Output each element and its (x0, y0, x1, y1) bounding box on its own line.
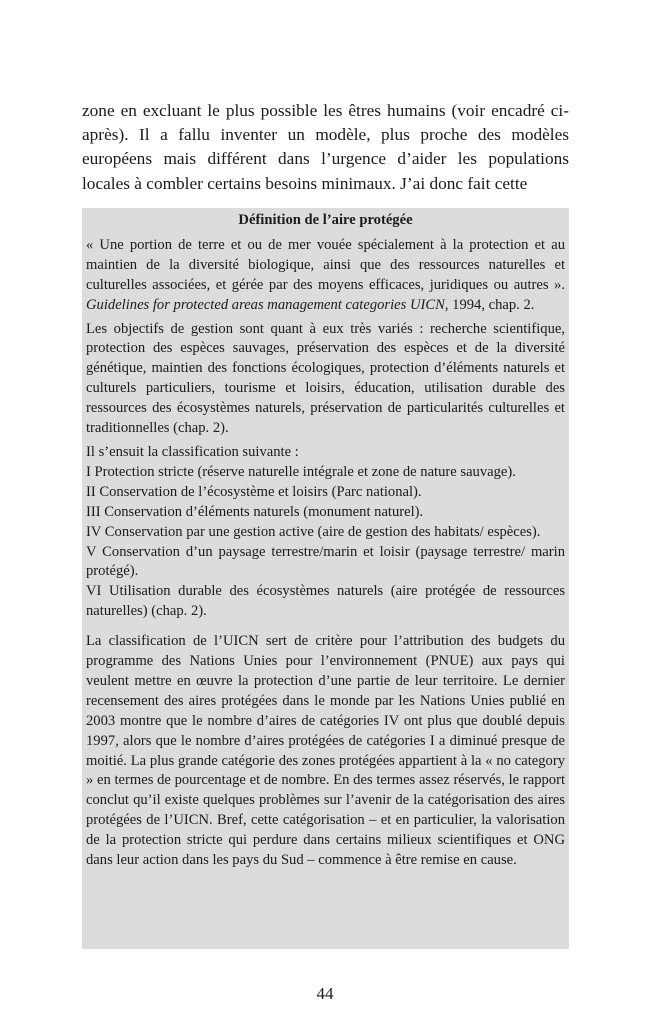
category-item: IV Conservation par une gestion active (aire de gestion des habitats/ espèces). (86, 523, 541, 540)
body-paragraph: zone en excluant le plus possible les êtres humains (voir encadré ci-après). Il a fallu inventer un modèle, plus proche des modèles européens mais différent dans l’urgence d’aider les populations locales à combler certains besoins minimaux. J’ai donc fait cette (82, 101, 569, 193)
page-number: 44 (316, 984, 334, 1003)
category-item: III Conservation d’éléments naturels (monument naturel). (86, 503, 424, 520)
category-item: V Conservation d’un paysage terrestre/marin et loisir (paysage terrestre/ marin protégé). (86, 543, 565, 580)
closing-paragraph: La classification de l’UICN sert de critère pour l’attribution des budgets du programme des Nations Unies pour l’environnement (PNUE) aux pays qui veulent mettre en œuvre la protection d’une partie de leur territoire. Le dernier recensement des aires protégées dans le monde par les Nations Unies publié en 2003 montre que le nombre d’aires de catégories IV ont plus que doublé depuis 1997, alors que le nombre d’aires protégées de catégories I a diminué presque de moitié. La plus grande catégorie des zones protégées appartient à la « no category » en termes de pourcentage et de nombre. En des termes assez réservés, le rapport conclut qu’il existe quelques problèmes sur l’avenir de la catégorisation des aires protégées de l’UICN. Bref, cette catégorisation – et en particulier, la valorisation de la protection stricte qui perdure dans certains milieux scientifiques et ONG dans leur action dans les pays du Sud – commence à être remise en cause. (86, 633, 565, 869)
definition-box (82, 208, 569, 949)
classification-intro: Il s’ensuit la classification suivante : (86, 443, 299, 460)
objectives-paragraph: Les objectifs de gestion sont quant à eux très variés : recherche scientifique, protection des espèces sauvages, préservation des espèces et de la diversité génétique, maintien des fonctions écologiques, protection d’éléments naturels et culturels particuliers, tourisme et loisirs, éducation, utilisation durable des ressources des écosystèmes naturels, préservation de particularités culturelles et traditionnelles (chap. 2). (86, 320, 565, 437)
quote-paragraph (86, 236, 565, 316)
quote-reference: , 1994, chap. 2. (444, 296, 535, 313)
category-item: I Protection stricte (réserve naturelle intégrale et zone de nature sauvage). (86, 463, 516, 480)
quote-source: Guidelines for protected areas management categories UICN (86, 296, 445, 313)
classification-list (86, 443, 565, 622)
quote-text: « Une portion de terre et ou de mer vouée spécialement à la protection et au maintien de la diversité biologique, ainsi que des ressources naturelles et culturelles associées, et gérée par des moyens efficaces, juridiques ou autres ». (86, 236, 565, 293)
category-item: II Conservation de l’écosystème et loisirs (Parc national). (86, 483, 422, 500)
category-item: VI Utilisation durable des écosystèmes naturels (aire protégée de ressources naturelles) (chap. 2). (86, 583, 565, 620)
box-title: Définition de l’aire protégée (238, 212, 413, 228)
